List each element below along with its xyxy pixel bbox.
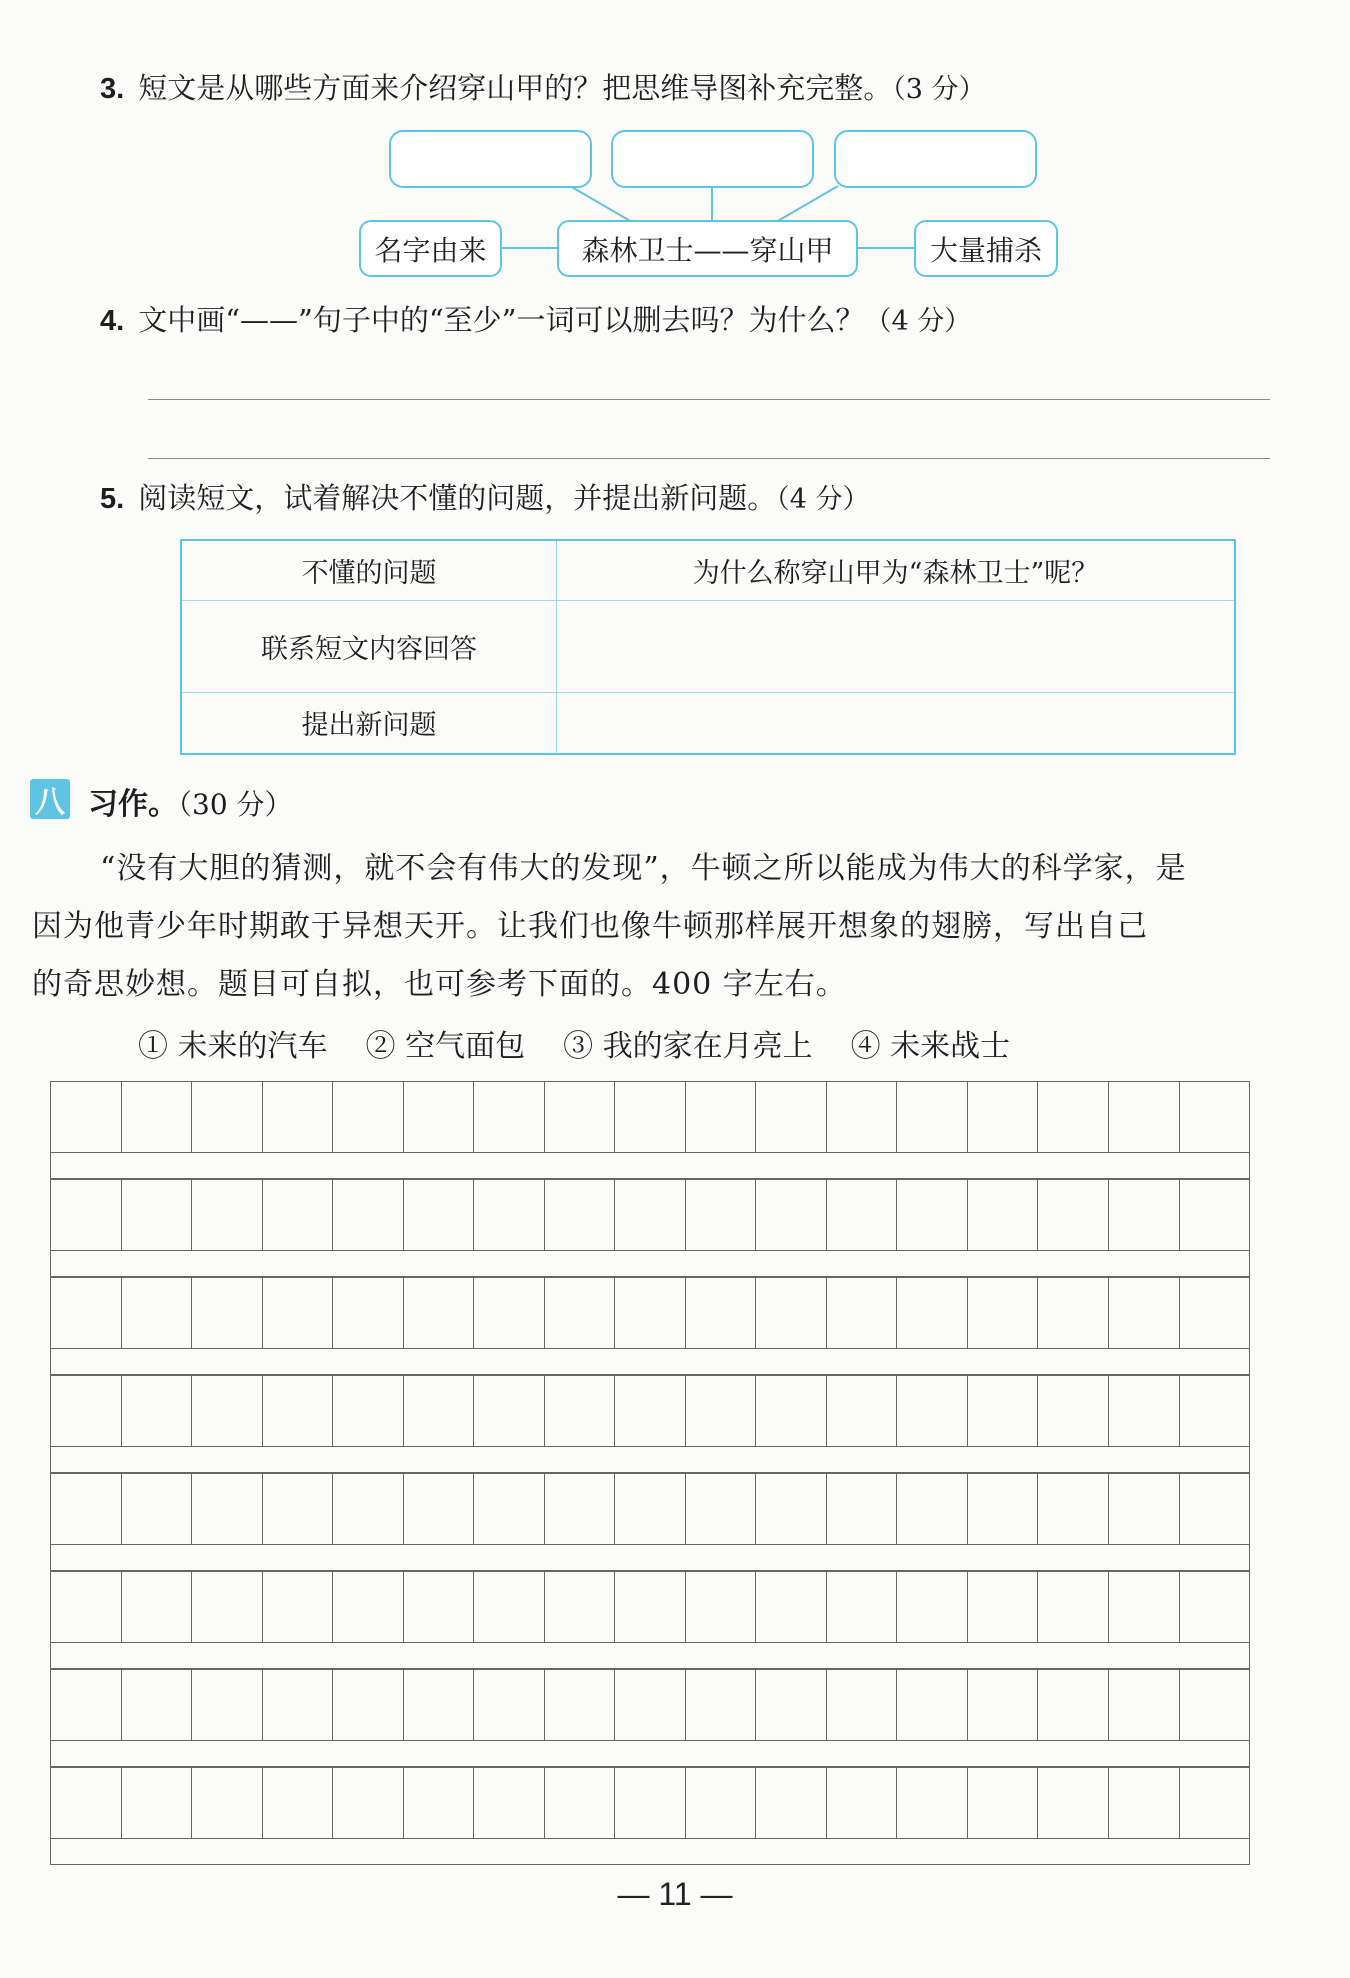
grid-row[interactable] [50,1081,1250,1179]
table-value-unknown-question: 为什么称穿山甲为“森林卫士”呢？ [557,540,1236,600]
mindmap-node-center: 森林卫士——穿山甲 [557,220,858,277]
question-table [180,539,1236,755]
section-number-icon: 八 [30,779,70,819]
question-4 [100,298,971,339]
table-label-unknown-question: 不懂的问题 [181,540,557,600]
topic-option: ③ 我的家在月亮上 [563,1029,813,1064]
table-answer-cell[interactable] [557,600,1236,692]
grid-row[interactable] [50,1669,1250,1767]
topic-option: ① 未来的汽车 [138,1029,328,1064]
question-text: 文中画“——”句子中的“至少”一词可以删去吗？为什么？ [138,303,865,337]
prompt-paragraph-line-2: 因为他青少年时期敢于异想天开。让我们也像牛顿那样展开想象的翅膀，写出自己 [32,909,1148,944]
question-5 [100,476,869,517]
question-points: （4 分） [776,484,870,515]
section-points: （30 分） [178,788,293,821]
section-title [88,779,293,823]
grid-row[interactable] [50,1767,1250,1865]
page-number: — 11 — [617,1876,733,1912]
grid-row[interactable] [50,1277,1250,1375]
topic-option: ② 空气面包 [365,1029,526,1064]
grid-row[interactable] [50,1179,1250,1277]
mindmap-blank-box-3[interactable] [834,130,1037,188]
question-points: （3 分） [892,74,986,105]
mindmap-node-right: 大量捕杀 [914,220,1058,277]
mindmap-blank-box-1[interactable] [389,130,592,188]
table-new-question-cell[interactable] [557,692,1236,754]
prompt-paragraph-line-3: 的奇思妙想。题目可自拟，也可参考下面的。400 字左右。 [32,967,847,1002]
question-number: 4. [100,305,125,337]
mindmap-node-left: 名字由来 [359,220,502,277]
grid-row[interactable] [50,1375,1250,1473]
answer-line-2[interactable] [148,458,1270,459]
table-label-answer: 联系短文内容回答 [181,600,557,692]
topic-option: ④ 未来战士 [850,1029,1011,1064]
question-text: 短文是从哪些方面来介绍穿山甲的？把思维导图补充完整。 [138,71,893,105]
question-text: 阅读短文，试着解决不懂的问题，并提出新问题。 [138,481,777,515]
table-label-new-question: 提出新问题 [181,692,557,754]
grid-row[interactable] [50,1473,1250,1571]
question-points: （4 分） [864,306,972,337]
section-title-text: 习作。 [88,787,178,822]
prompt-paragraph-line-1: “没有大胆的猜测，就不会有伟大的发现”，牛顿之所以能成为伟大的科学家，是 [100,851,1187,886]
mindmap-blank-box-2[interactable] [611,130,814,188]
topic-options [138,1021,1010,1065]
grid-row[interactable] [50,1571,1250,1669]
writing-grid[interactable] [50,1081,1250,1865]
question-number: 3. [100,73,125,105]
question-number: 5. [100,483,125,515]
answer-line-1[interactable] [148,399,1270,400]
